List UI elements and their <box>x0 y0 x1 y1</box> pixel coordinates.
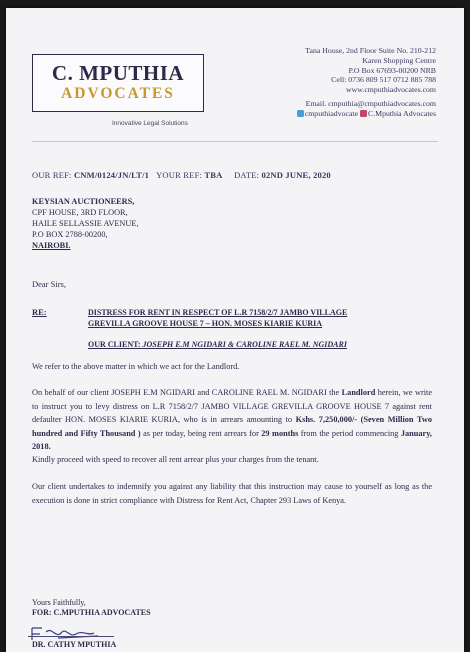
instagram-handle[interactable]: C.Mputhia Advocates <box>368 108 436 118</box>
p2-text: herein, we write to instruct you to levy distress on L.R 7158/2/7 JAMBO VILLAGE GREVILLA GROOVE HOUSE 7 against rent defaulter HON. MOSES KIARIE KURIA, who is in arrears amounting to <box>32 388 432 425</box>
twitter-handle[interactable]: cmputhiadvocate <box>304 108 359 118</box>
p2-period: January, 2018. <box>32 428 432 452</box>
recipient-line: CPF HOUSE, 3RD FLOOR, <box>32 208 128 217</box>
client-label: OUR CLIENT: <box>88 340 141 349</box>
body-paragraph: We refer to the above matter in which we act for the Landlord. <box>32 362 240 371</box>
re-label: RE: <box>32 307 47 317</box>
reference-line <box>32 170 331 180</box>
closing-block <box>32 598 151 618</box>
recipient-line: HAILE SELLASSIE AVENUE, <box>32 219 139 228</box>
instagram-icon <box>360 110 367 117</box>
firm-tagline: Innovative Legal Solutions <box>112 120 188 127</box>
your-ref-label: YOUR REF: <box>156 170 203 180</box>
website-link[interactable]: www.cmputhiadvocates.com <box>346 85 436 95</box>
letter-page <box>6 8 464 652</box>
header-divider <box>32 141 438 142</box>
p2-text: On behalf of our client JOSEPH E.M NGIDARI and CAROLINE RAEL M. NGIDARI the <box>32 388 342 397</box>
address-line: Karen Shopping Centre <box>362 55 436 65</box>
closing-yours: Yours Faithfully, <box>32 598 86 607</box>
p2-months: 29 months <box>261 428 299 438</box>
p2-landlord: Landlord <box>341 388 376 397</box>
your-ref-value: TBA <box>204 170 223 180</box>
recipient-city: NAIROBI. <box>32 241 71 250</box>
p2-text: as per today, being rent arrears for <box>140 428 262 438</box>
our-ref-label: OUR REF: <box>32 170 72 180</box>
letterhead-contact <box>196 46 436 119</box>
re-subject <box>88 307 398 329</box>
our-ref-value: CNM/0124/JN/LT/1 <box>73 170 150 180</box>
recipient-line: P.O BOX 2788-00200, <box>32 230 108 239</box>
recipient-name: KEYSIAN AUCTIONEERS, <box>32 197 135 206</box>
body-paragraph: Our client undertakes to indemnify you against any liability that this instruction may cause to yourself as long as the execution is done in strict compliance with Distress for Rent Act, Chapter 293 Laws of Kenya. <box>32 482 432 505</box>
signatory-name: DR. CATHY MPUTHIA <box>32 640 117 649</box>
client-names: JOSEPH E.M NGIDARI & CAROLINE RAEL M. NGIDARI <box>142 340 347 349</box>
signature-line <box>28 636 114 637</box>
recipient-address <box>32 196 139 251</box>
re-subject-line: GREVILLA GROOVE HOUSE 7 – HON. MOSES KIARIE KURIA <box>88 319 323 328</box>
phone-line: Cell: 0736 809 517 0712 885 788 <box>331 75 436 85</box>
body-paragraph-instruction <box>32 386 432 454</box>
twitter-icon <box>297 110 304 117</box>
address-line: P.O Box 67693-00200 NRB <box>348 65 436 75</box>
logo-firm-name: C. MPUTHIA <box>51 61 185 85</box>
date-value: 02ND JUNE, 2020 <box>261 170 331 180</box>
client-line <box>88 340 347 349</box>
closing-firm: FOR: C.MPUTHIA ADVOCATES <box>32 608 151 617</box>
re-subject-line: DISTRESS FOR RENT IN RESPECT OF L.R 7158/2/7 JAMBO VILLAGE <box>88 308 348 317</box>
social-line <box>196 109 436 119</box>
firm-logo <box>32 54 204 112</box>
salutation: Dear Sirs, <box>32 279 66 289</box>
body-paragraph: Kindly proceed with speed to recover all rent arrear plus your charges from the tenant. <box>32 455 319 464</box>
address-line: Tana House, 2nd Floor Suite No. 210-212 <box>305 46 436 55</box>
date-label: DATE: <box>234 170 260 180</box>
p2-text: from the period commencing <box>298 428 401 438</box>
logo-firm-sub: ADVOCATES <box>61 85 175 102</box>
email-link[interactable]: Email. cmputhia@cmputhiadvocates.com <box>305 98 436 108</box>
p2-amount: Kshs. 7,250,000/- (Seven Million Two hundred and Fifty Thousand ) <box>32 415 432 438</box>
